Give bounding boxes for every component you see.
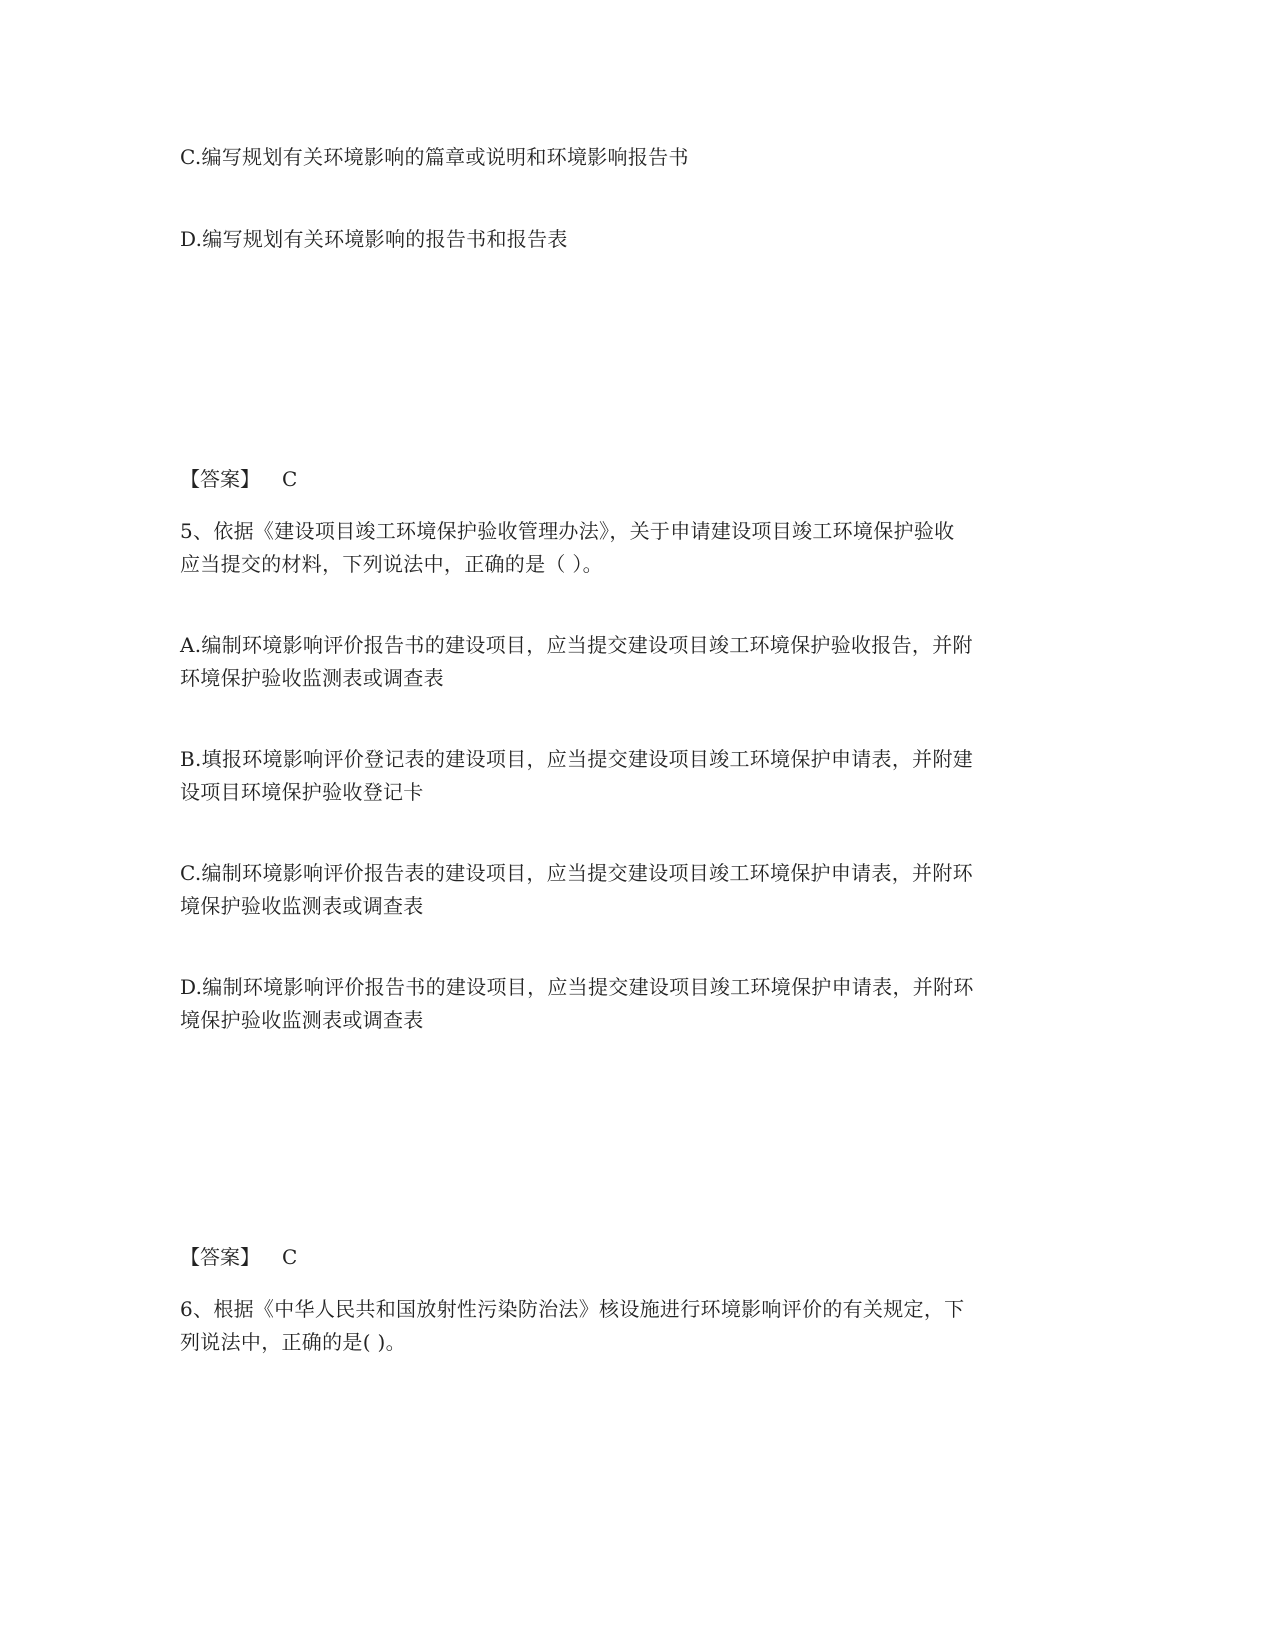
answer-label: 【答案】: [180, 467, 260, 491]
q5-stem-line-1: 5、依据《建设项目竣工环境保护验收管理办法》，关于申请建设项目竣工环境保护验收: [180, 519, 955, 543]
q6-stem-line-2: 列说法中，正确的是( )。: [180, 1330, 406, 1354]
answer-4: [180, 462, 297, 496]
q5-stem-line-2: 应当提交的材料，下列说法中，正确的是（ ）。: [180, 552, 603, 576]
q4-option-c: C.编写规划有关环境影响的篇章或说明和环境影响报告书: [180, 145, 689, 169]
q5-option-c-line-2: 境保护验收监测表或调查表: [180, 894, 424, 918]
answer-value: C: [282, 1245, 298, 1269]
q5-option-d-line-2: 境保护验收监测表或调查表: [180, 1008, 424, 1032]
q5-option-c-line-1: C.编制环境影响评价报告表的建设项目，应当提交建设项目竣工环境保护申请表，并附环: [180, 861, 973, 885]
q4-option-d: D.编写规划有关环境影响的报告书和报告表: [180, 227, 568, 251]
answer-5: [180, 1240, 297, 1274]
answer-value: C: [282, 467, 298, 491]
q5-option-b-line-1: B.填报环境影响评价登记表的建设项目，应当提交建设项目竣工环境保护申请表，并附建: [180, 747, 974, 771]
q5-option-b-line-2: 设项目环境保护验收登记卡: [180, 780, 424, 804]
q5-option-d-line-1: D.编制环境影响评价报告书的建设项目，应当提交建设项目竣工环境保护申请表，并附环: [180, 975, 974, 999]
answer-label: 【答案】: [180, 1245, 260, 1269]
q5-option-a-line-1: A.编制环境影响评价报告书的建设项目，应当提交建设项目竣工环境保护验收报告，并附: [180, 633, 973, 657]
q6-stem-line-1: 6、根据《中华人民共和国放射性污染防治法》核设施进行环境影响评价的有关规定，下: [180, 1297, 965, 1321]
q5-option-a-line-2: 环境保护验收监测表或调查表: [180, 666, 444, 690]
